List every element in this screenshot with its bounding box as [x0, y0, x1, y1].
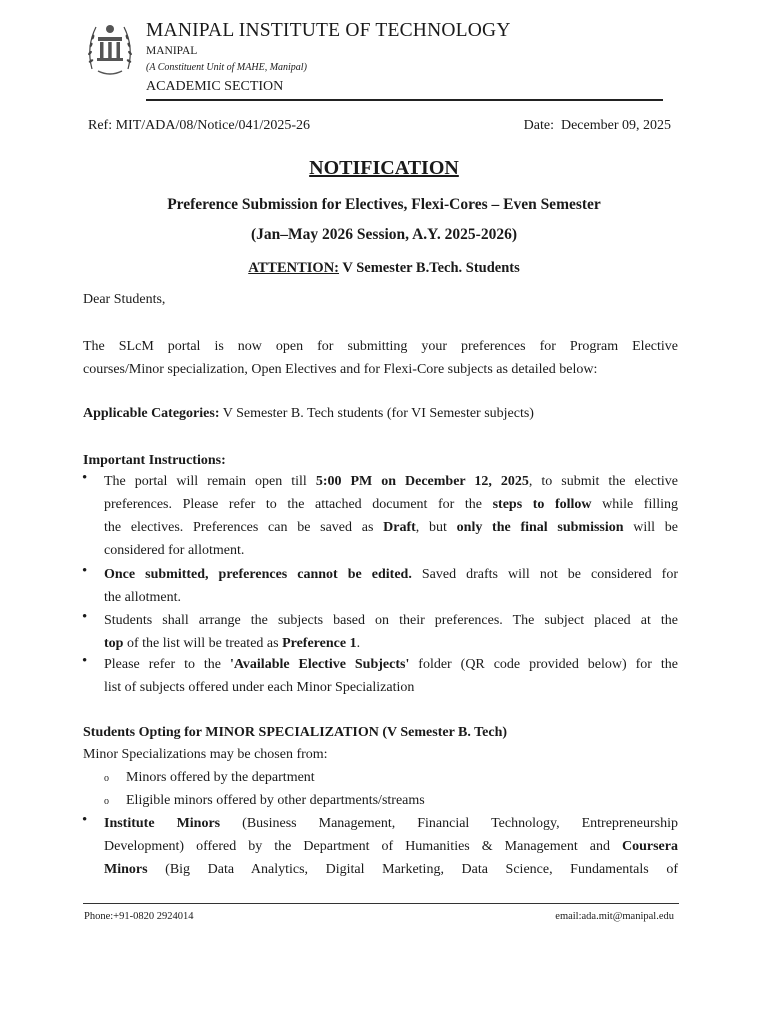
- bullet-2-marker: •: [82, 563, 88, 579]
- minor-option-1: Minors offered by the department: [126, 770, 315, 785]
- subject-line-2: (Jan–May 2026 Session, A.Y. 2025-2026): [251, 226, 517, 243]
- date-label: Date:: [523, 118, 554, 133]
- bullet-1-line-4: considered for allotment.: [104, 543, 245, 558]
- minor-option-2: Eligible minors offered by other departments/streams: [126, 793, 425, 808]
- header-divider: [146, 99, 663, 101]
- bullet-4-line-2: list of subjects offered under each Minor Specialization: [104, 680, 415, 695]
- greeting: Dear Students,: [83, 292, 166, 307]
- footer-divider: [83, 903, 679, 904]
- bullet-2-line-1: Once submitted, preferences cannot be edited. Saved drafts will not be considered for: [104, 567, 678, 582]
- bullet-1-line-2: preferences. Please refer to the attached document for the steps to follow while filling: [104, 497, 678, 512]
- subject-line-1: Preference Submission for Electives, Flexi-Cores – Even Semester: [167, 196, 601, 213]
- bullet-1-line-3: the electives. Preferences can be saved as Draft, but only the final submission will be: [104, 520, 679, 535]
- applicable-categories: Applicable Categories: V Semester B. Tech students (for VI Semester subjects): [83, 406, 534, 421]
- minor-intro: Minor Specializations may be chosen from:: [83, 747, 328, 762]
- bullet-3-marker: •: [82, 609, 88, 625]
- attention-label: ATTENTION:: [248, 260, 340, 276]
- minor-heading: Students Opting for MINOR SPECIALIZATION (V Semester B. Tech): [83, 725, 508, 740]
- reference-number: Ref: MIT/ADA/08/Notice/041/2025-26: [88, 118, 311, 133]
- intro-line-1: The SLcM portal is now open for submitting your preferences for Program Elective: [83, 339, 678, 354]
- institute-city: MANIPAL: [146, 45, 198, 57]
- date-value: December 09, 2025: [560, 118, 671, 133]
- intro-line-2: courses/Minor specialization, Open Electives and for Flexi-Core subjects as detailed below:: [83, 362, 598, 377]
- sub-bullet-1-marker: o: [104, 773, 109, 784]
- academic-section: ACADEMIC SECTION: [146, 79, 284, 94]
- minor-bullet-marker: •: [82, 812, 88, 828]
- sub-bullet-2-marker: o: [104, 796, 109, 807]
- notice-title: NOTIFICATION: [309, 157, 459, 179]
- bullet-1-line-1: The portal will remain open till 5:00 PM on December 12, 2025, to submit the elective: [104, 474, 679, 489]
- minor-bullet-line-3: Minors (Big Data Analytics, Digital Marketing, Data Science, Fundamentals of: [104, 862, 678, 877]
- bullet-4-line-1: Please refer to the 'Available Elective Subjects' folder (QR code provided below) for the: [104, 657, 678, 672]
- minor-bullet-line-2: Development) offered by the Department of Humanities & Management and Coursera: [104, 839, 678, 854]
- bullet-4-marker: •: [82, 653, 88, 669]
- footer-phone: Phone:+91-0820 2924014: [84, 911, 194, 922]
- bullet-2-line-2: the allotment.: [104, 590, 181, 605]
- institute-subtitle: (A Constituent Unit of MAHE, Manipal): [146, 62, 307, 73]
- bullet-1-marker: •: [82, 470, 88, 486]
- institute-name: MANIPAL INSTITUTE OF TECHNOLOGY: [146, 20, 511, 41]
- footer-email: email:ada.mit@manipal.edu: [555, 911, 674, 922]
- attention-line: [0, 260, 768, 277]
- notice-date: [524, 118, 671, 134]
- attention-text: V Semester B.Tech. Students: [339, 260, 520, 276]
- bullet-3-line-1: Students shall arrange the subjects based on their preferences. The subject placed at the: [104, 613, 678, 628]
- instructions-heading: Important Instructions:: [83, 453, 226, 468]
- bullet-3-line-2: top of the list will be treated as Preference 1.: [104, 636, 361, 651]
- institute-emblem-icon: [84, 17, 136, 79]
- minor-bullet-line-1: Institute Minors (Business Management, Financial Technology, Entrepreneurship: [104, 816, 678, 831]
